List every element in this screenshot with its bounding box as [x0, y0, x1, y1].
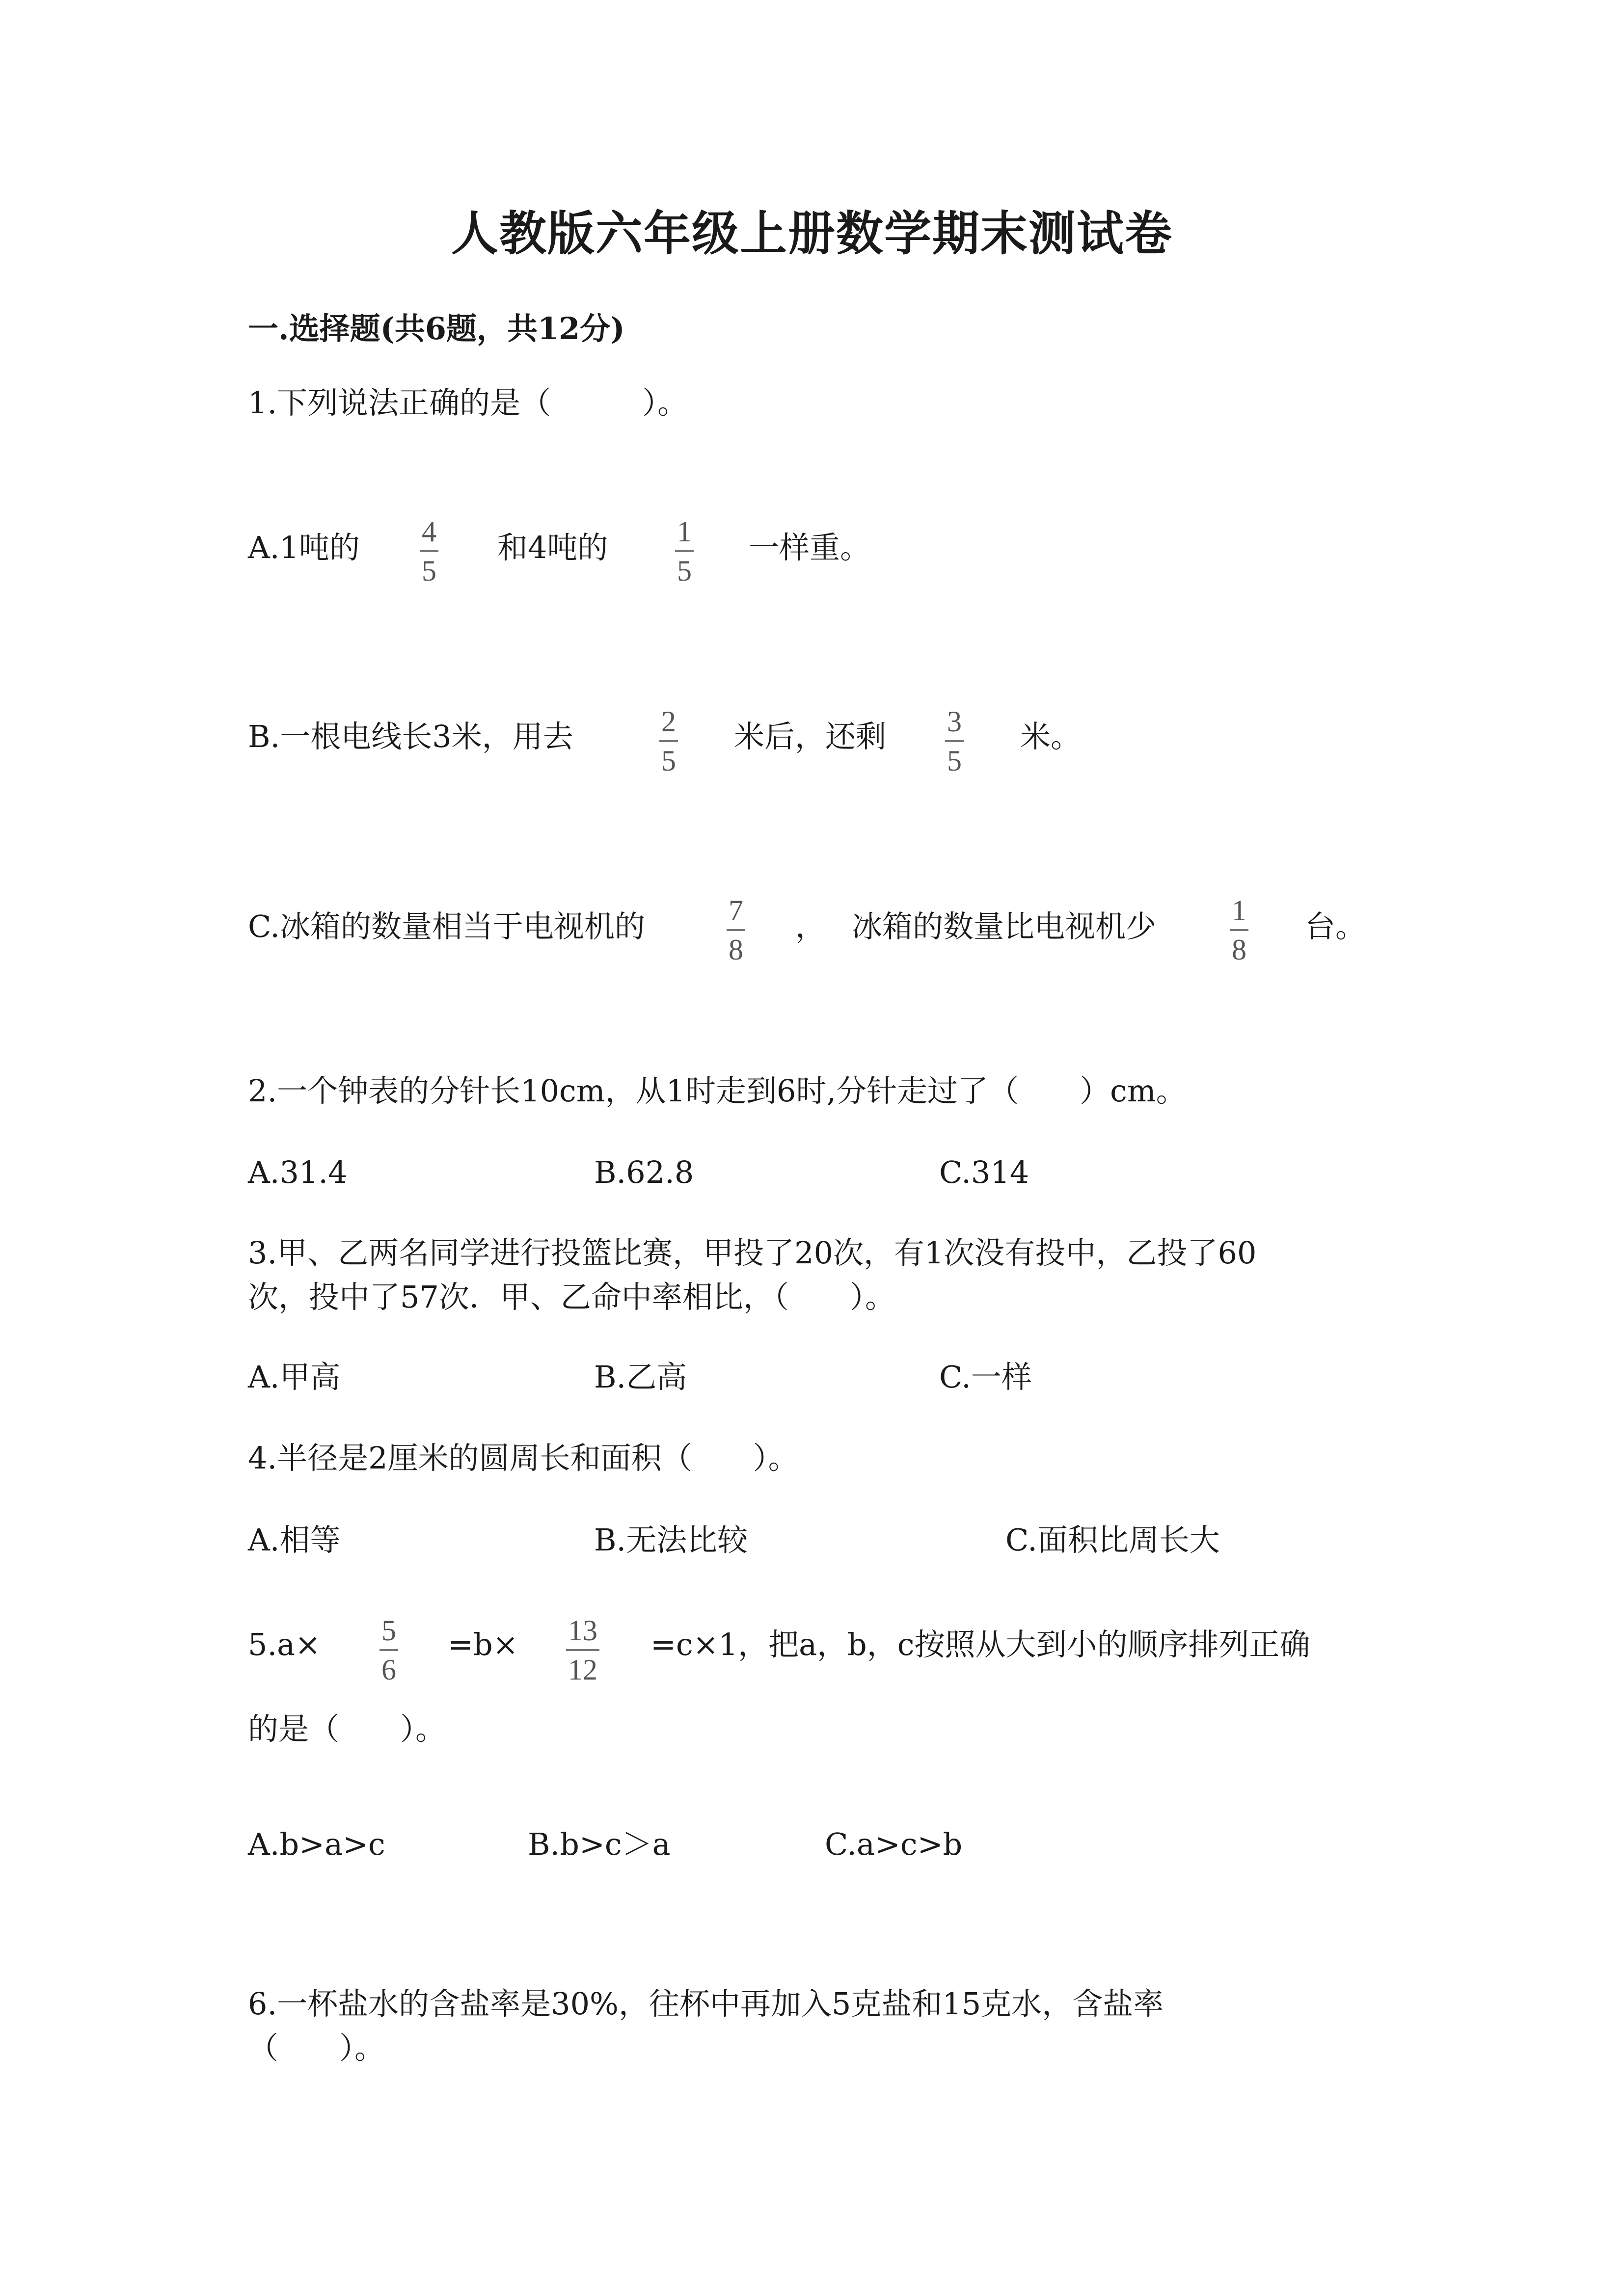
q1-option-c-text2: 冰箱的数量比电视机少 [852, 908, 1157, 944]
q2-option-c: C.314 [939, 1154, 1029, 1190]
q1-option-b-text2: 米后，还剩 [734, 719, 887, 754]
q5-fraction-2 [566, 1616, 599, 1684]
q3-stem-line2: 次，投中了57次．甲、乙命中率相比，（ ）。 [248, 1279, 895, 1315]
q6-stem-line2: （ ）。 [248, 2030, 385, 2066]
fraction-bar [566, 1649, 599, 1651]
fraction-numerator: 1 [1232, 894, 1246, 927]
fraction-numerator: 3 [947, 705, 962, 738]
fraction-denominator: 5 [947, 745, 962, 777]
q3-option-a: A.甲高 [248, 1359, 341, 1395]
fraction-denominator: 5 [422, 555, 436, 587]
page-title: 人教版六年级上册数学期末测试卷 [451, 206, 1173, 261]
fraction-denominator: 12 [568, 1654, 597, 1686]
q2-option-b: B.62.8 [594, 1154, 694, 1190]
q1-option-b-text1: B.一根电线长3米，用去 [248, 719, 573, 754]
fraction-bar [659, 740, 678, 742]
fraction-bar [379, 1649, 398, 1651]
q1-option-c-fraction-2 [1230, 896, 1248, 964]
fraction-bar [675, 550, 694, 552]
q5-option-c: C.a>c>b [825, 1826, 963, 1862]
q1-option-a-fraction-1 [420, 517, 438, 586]
q1-option-a-text3: 一样重。 [749, 530, 871, 565]
q3-option-c: C.一样 [939, 1359, 1032, 1395]
q5-stem-text1: 5.a× [248, 1627, 321, 1662]
fraction-numerator: 7 [729, 894, 743, 927]
fraction-numerator: 1 [677, 515, 692, 548]
q1-option-c-text1: C.冰箱的数量相当于电视机的 [248, 908, 645, 944]
q3-option-b: B.乙高 [594, 1359, 687, 1395]
fraction-bar [420, 550, 438, 552]
fraction-denominator: 5 [677, 555, 692, 587]
fraction-numerator: 5 [381, 1614, 396, 1647]
q1-option-b-text3: 米。 [1020, 719, 1082, 754]
q1-option-b-fraction-1 [659, 707, 678, 775]
q1-option-a-fraction-2 [675, 517, 694, 586]
q5-stem-text3: =c×1，把a，b，c按照从大到小的顺序排列正确 [650, 1627, 1310, 1662]
q2-option-a: A.31.4 [248, 1154, 348, 1190]
fraction-bar [945, 740, 964, 742]
fraction-bar [1230, 929, 1248, 931]
q1-option-a-text2: 和4吨的 [497, 530, 608, 565]
section-title: 一.选择题(共6题，共12分) [248, 311, 625, 347]
q5-stem-text2: =b× [448, 1627, 518, 1662]
q5-fraction-1 [379, 1616, 398, 1684]
q4-option-c: C.面积比周长大 [1005, 1522, 1220, 1558]
q1-stem: 1.下列说法正确的是（ ）。 [248, 385, 688, 421]
q4-stem: 4.半径是2厘米的圆周长和面积（ ）。 [248, 1440, 799, 1476]
q6-stem-line1: 6.一杯盐水的含盐率是30%，往杯中再加入5克盐和15克水，含盐率 [248, 1986, 1164, 2022]
q1-option-b-fraction-2 [945, 707, 964, 775]
q3-stem-line1: 3.甲、乙两名同学进行投篮比赛，甲投了20次，有1次没有投中，乙投了60 [248, 1235, 1257, 1271]
fraction-denominator: 6 [381, 1654, 396, 1686]
fraction-bar [727, 929, 745, 931]
fraction-denominator: 8 [1232, 934, 1246, 966]
fraction-numerator: 2 [661, 705, 676, 738]
q2-stem: 2.一个钟表的分针长10cm，从1时走到6时,分针走过了（ ）cm。 [248, 1073, 1187, 1109]
q1-option-c-comma: ， [795, 908, 826, 944]
fraction-denominator: 8 [729, 934, 743, 966]
q1-option-c-fraction-1 [727, 896, 745, 964]
q1-option-a-text1: A.1吨的 [248, 530, 360, 565]
q1-option-c-text3: 台。 [1305, 908, 1366, 944]
q5-stem-line2: 的是（ ）。 [248, 1711, 446, 1747]
fraction-denominator: 5 [661, 745, 676, 777]
q5-option-b: B.b>c＞a [528, 1826, 671, 1862]
q5-option-a: A.b>a>c [248, 1826, 385, 1862]
q4-option-a: A.相等 [248, 1522, 341, 1558]
fraction-numerator: 4 [422, 515, 436, 548]
fraction-numerator: 13 [568, 1614, 597, 1647]
q4-option-b: B.无法比较 [594, 1522, 748, 1558]
